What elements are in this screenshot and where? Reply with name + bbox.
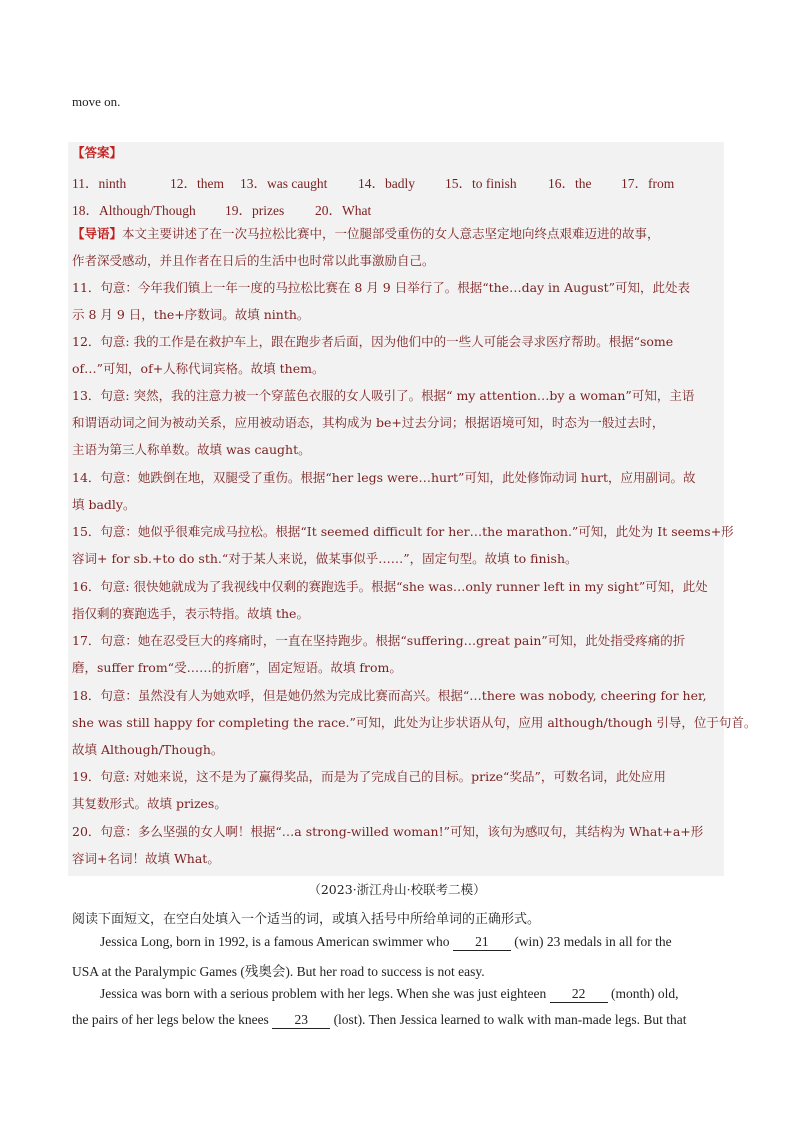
answer-heading: 【答案】	[72, 145, 123, 160]
answer-item: 13．was caught	[240, 176, 328, 191]
explanation-line: 和谓语动词之间为被动关系，应用被动语态，其构成为 be+过去分词；根据语境可知，时态为一般过去时，	[72, 415, 665, 430]
explanation-line: 主语为第三人称单数。故填 was caught。	[72, 442, 311, 457]
answer-item: 12．them	[170, 176, 224, 191]
explanation-line: 指仅剩的赛跑选手，表示特指。故填 the。	[72, 606, 309, 621]
question-instruction: 阅读下面短文，在空白处填入一个适当的词，或填入括号中所给单词的正确形式。	[72, 912, 541, 927]
previous-text-tail: move on.	[72, 94, 121, 109]
explanation-line: 18．句意：虽然没有人为她欢呼，但是她仍然为完成比赛而高兴。根据“…there was nobody, cheering for her,	[72, 688, 707, 703]
guide-line-2: 作者深受感动，并且作者在日后的生活中也时常以此事激励自己。	[72, 253, 435, 268]
passage-text: (lost). Then Jessica learned to walk with man-made legs. But that	[330, 1012, 687, 1027]
answer-item: 11．ninth	[72, 176, 127, 191]
explanation-line: 20．句意：多么坚强的女人啊！根据“…a strong-willed woman!”可知，该句为感叹句，其结构为 What+a+形	[72, 824, 704, 839]
passage-text: (month) old,	[607, 986, 679, 1001]
explanation-line: 11．句意：今年我们镇上一年一度的马拉松比赛在 8 月 9 日举行了。根据“the…day in August”可知，此处表	[72, 280, 691, 295]
passage-text: Jessica was born with a serious problem with her legs. When she was just eighteen	[100, 986, 550, 1001]
explanation-line: 19．句意: 对她来说，这不是为了赢得奖品，而是为了完成自己的目标。prize“奖品”，可数名词，此处应用	[72, 769, 666, 784]
question-source: （2023·浙江舟山·校联考二模）	[308, 882, 486, 897]
explanation-line: 17．句意：她在忍受巨大的疼痛时，一直在坚持跑步。根据“suffering…great pain”可知，此处指受疼痛的折	[72, 633, 686, 648]
explanation-line: 14．句意：她跌倒在地，双腿受了重伤。根据“her legs were…hurt”可知，此处修饰动词 hurt，应用副词。故	[72, 470, 696, 485]
explanation-line: 其复数形式。故填 prizes。	[72, 796, 227, 811]
passage-text: (win) 23 medals in all for the	[510, 934, 672, 949]
explanation-line: 15．句意：她似乎很难完成马拉松。根据“It seemed difficult for her…the marathon.”可知，此处为 It seems+形	[72, 524, 734, 539]
passage-line	[100, 986, 720, 1003]
passage-line	[100, 934, 720, 951]
guide-line-1	[72, 226, 724, 242]
explanation-line: 13．句意: 突然，我的注意力被一个穿蓝色衣服的女人吸引了。根据“ my attention…by a woman”可知，主语	[72, 388, 695, 403]
passage-line	[72, 1012, 720, 1029]
explanation-line: 磨，suffer from“受……的折磨”，固定短语。故填 from。	[72, 660, 402, 675]
explanation-line: 故填 Although/Though。	[72, 742, 224, 757]
explanation-line: 填 badly。	[72, 497, 136, 512]
explanation-line: 12．句意: 我的工作是在救护车上，跟在跑步者后面，因为他们中的一些人可能会寻求医疗帮助。根据“some	[72, 334, 674, 349]
explanation-line: 示 8 月 9 日，the+序数词。故填 ninth。	[72, 307, 310, 322]
blank-23[interactable]: 23	[272, 1012, 330, 1029]
explanation-line: 16．句意: 很快她就成为了我视线中仅剩的赛跑选手。根据“she was…only runner left in my sight”可知，此处	[72, 579, 708, 594]
answer-item: 19．prizes	[225, 203, 285, 218]
explanation-line: 容词+名词！故填 What。	[72, 851, 220, 866]
answer-item: 17．from	[621, 176, 675, 191]
answer-item: 16．the	[548, 176, 592, 191]
guide-text: 本文主要讲述了在一次马拉松比赛中，一位腿部受重伤的女人意志坚定地向终点艰难迈进的故事，	[122, 226, 660, 241]
blank-22[interactable]: 22	[550, 986, 608, 1003]
answer-item: 14．badly	[358, 176, 415, 191]
explanation-line: she was still happy for completing the race.”可知，此处为让步状语从句，应用 although/though 引导，位于句首。	[72, 715, 757, 730]
answer-item: 15．to finish	[445, 176, 517, 191]
passage-line: USA at the Paralympic Games (残奥会). But her road to success is not easy.	[72, 964, 485, 979]
passage-text: Jessica Long, born in 1992, is a famous American swimmer who	[100, 934, 453, 949]
answer-item: 20．What	[315, 203, 372, 218]
passage-text: the pairs of her legs below the knees	[72, 1012, 273, 1027]
guide-label: 【导语】	[72, 226, 123, 241]
answer-item: 18．Although/Though	[72, 203, 196, 218]
explanation-line: 容词+ for sb.+to do sth.“对于某人来说，做某事似乎……”，固定句型。故填 to finish。	[72, 551, 578, 566]
blank-21[interactable]: 21	[453, 934, 511, 951]
explanation-line: of…”可知，of+人称代词宾格。故填 them。	[72, 361, 325, 376]
